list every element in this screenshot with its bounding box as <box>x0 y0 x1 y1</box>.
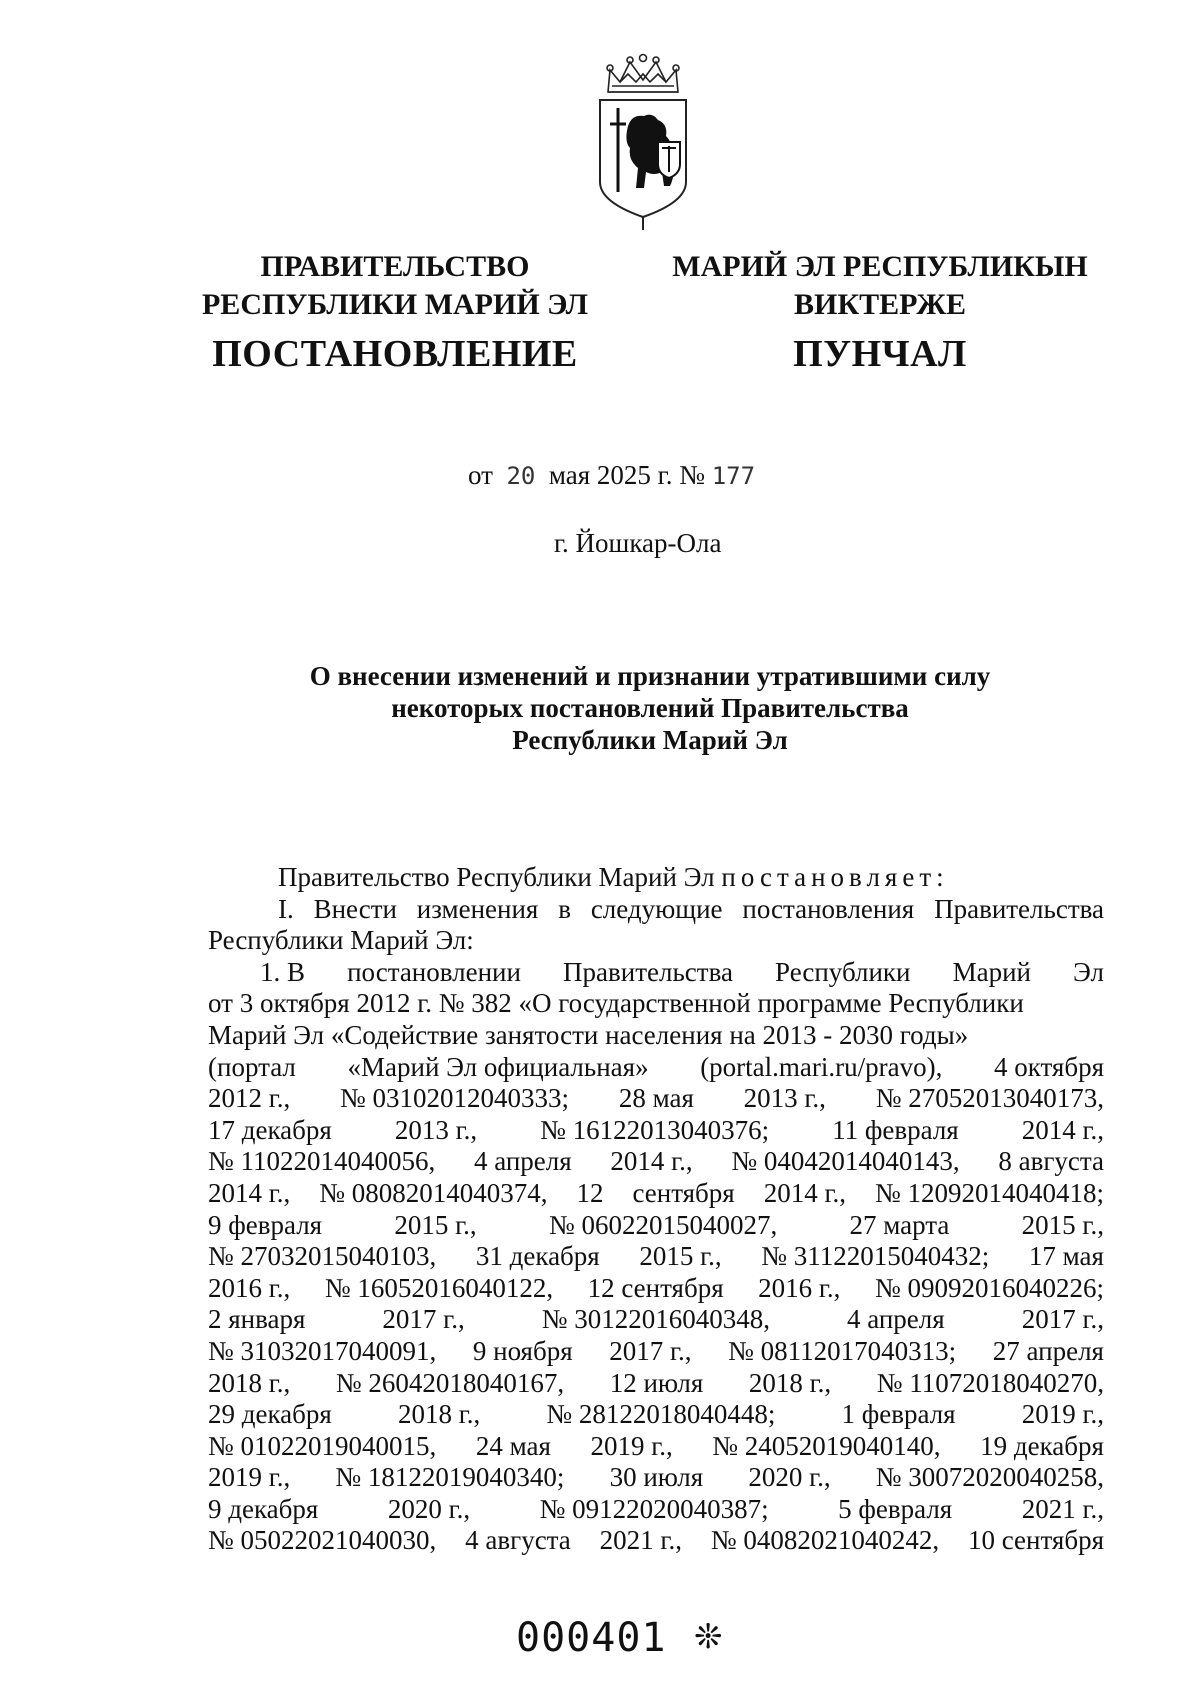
item-1-word: от 3 октября 2012 г. № 382 «О государственной программе Республики <box>208 988 1024 1019</box>
item-1-word: 2021 г., <box>599 1525 682 1556</box>
item-1-word: № 31122015040432; <box>761 1241 990 1272</box>
title-line1: О внесении изменений и признании утратившими силу <box>309 661 991 691</box>
item-1-word: № 08082014040374, <box>319 1177 548 1208</box>
item-1-line <box>208 1273 1104 1305</box>
item-1-word: 30 июля <box>609 1462 704 1493</box>
item-1-line <box>208 1210 1104 1242</box>
item-1-line <box>208 1052 1104 1084</box>
item-1-word: Республики <box>775 956 911 987</box>
item-1-word: 9 февраля <box>208 1209 323 1240</box>
item-1-word: 2021 г., <box>1021 1493 1104 1524</box>
item-1-word: 10 сентября <box>967 1525 1104 1556</box>
item-1-paragraph <box>208 957 1104 1557</box>
item-1-word: 2018 г., <box>208 1367 291 1398</box>
item-1-word: 29 декабря <box>208 1399 332 1430</box>
item-1-word: Эл <box>1073 956 1104 987</box>
item-1-word: 2018 г., <box>748 1367 832 1398</box>
document-date-line <box>468 460 755 491</box>
resolves-word: постановляет: <box>721 862 949 892</box>
government-name-mari <box>660 248 1100 324</box>
item-1-word: «Марий Эл официальная» <box>347 1051 649 1082</box>
section-1-paragraph: I. Внести изменения в следующие постановления Правительства Республики Марий Эл: <box>208 893 1104 956</box>
item-1-line <box>208 1083 1104 1115</box>
item-1-word: № 26042018040167, <box>335 1367 565 1398</box>
item-1-word: 17 мая <box>1028 1241 1104 1272</box>
gov-name-line1: ПРАВИТЕЛЬСТВО <box>260 250 530 283</box>
item-1-word: 2020 г., <box>387 1493 471 1524</box>
gov-name-mari-line2: ВИКТЕРЖЕ <box>793 288 967 321</box>
item-1-line <box>208 1431 1104 1463</box>
item-1-line <box>208 1115 1104 1147</box>
item-1-word: 19 декабря <box>980 1430 1104 1461</box>
item-1-word: 24 мая <box>475 1430 551 1461</box>
item-1-word: 17 декабря <box>208 1114 332 1145</box>
item-1-word: Правительства <box>563 956 733 987</box>
item-1-word: № 16052016040122, <box>324 1272 554 1303</box>
item-1-word: (portal.mari.ru/pravo), <box>700 1051 943 1082</box>
item-1-line <box>208 1399 1104 1431</box>
intro-text: Правительство Республики Марий Эл <box>278 862 715 892</box>
item-1-word: 2020 г., <box>748 1462 831 1493</box>
form-serial-number: 000401 <box>516 1615 667 1661</box>
item-1-word: 4 апреля <box>846 1304 945 1335</box>
item-1-word: 27 апреля <box>992 1335 1104 1366</box>
item-1-word: 2019 г., <box>1021 1399 1104 1430</box>
item-1-word: (портал <box>208 1051 296 1082</box>
item-1-word: 2017 г., <box>609 1335 692 1366</box>
item-1-word: 27 марта <box>849 1209 950 1240</box>
item-1-word: 2017 г., <box>1021 1304 1104 1335</box>
title-line2: некоторых постановлений Правительства <box>391 693 909 723</box>
item-1-line <box>208 1368 1104 1400</box>
item-1-word: 5 февраля <box>838 1493 953 1524</box>
item-1-word: 2015 г., <box>639 1241 722 1272</box>
item-1-word: 2018 г., <box>397 1399 481 1430</box>
item-1-line <box>208 1178 1104 1210</box>
date-month-year: мая 2025 г. № <box>548 460 705 490</box>
doc-type-ru: ПОСТАНОВЛЕНИЕ <box>212 333 578 375</box>
item-1-word: 8 августа <box>998 1146 1104 1177</box>
item-1-word: № 04042014040143, <box>731 1146 960 1177</box>
item-1-word: № 08112017040313; <box>728 1335 957 1366</box>
item-1-word: 12 сентября <box>587 1272 724 1303</box>
item-1-word: 11 февраля <box>832 1114 959 1145</box>
item-1-line <box>208 957 1104 989</box>
document-number: 177 <box>711 462 756 490</box>
item-1-word: № 03102012040333; <box>340 1083 570 1114</box>
item-1-word: № 11072018040270, <box>876 1367 1104 1398</box>
item-1-word: Марий Эл «Содействие занятости населения на 2013 - 2030 годы» <box>208 1019 969 1050</box>
item-1-line <box>208 988 1104 1020</box>
item-1-word: 2015 г., <box>394 1209 477 1240</box>
item-1-word: 2017 г., <box>382 1304 465 1335</box>
item-1-word: № 06022015040027, <box>548 1209 778 1240</box>
item-1-word: № 09122020040387; <box>539 1493 769 1524</box>
item-1-line <box>208 1146 1104 1178</box>
item-1-word: 4 апреля <box>473 1146 572 1177</box>
item-1-word: 2014 г., <box>610 1146 693 1177</box>
item-1-word: № 05022021040030, <box>208 1525 437 1556</box>
item-1-word: 2012 г., <box>208 1083 291 1114</box>
date-day: 20 <box>506 462 536 490</box>
item-1-line <box>208 1494 1104 1526</box>
item-1-word: № 09092016040226; <box>874 1272 1104 1303</box>
item-1-word: № 31032017040091, <box>208 1335 437 1366</box>
title-line3: Республики Марий Эл <box>512 725 788 755</box>
item-1-word: 1. В <box>260 956 306 987</box>
item-1-word: 9 декабря <box>208 1493 319 1524</box>
item-1-word: 28 мая <box>618 1083 694 1114</box>
item-1-word: 9 ноября <box>472 1335 573 1366</box>
item-1-word: 2015 г., <box>1021 1209 1104 1240</box>
item-1-word: 4 октября <box>993 1051 1104 1082</box>
security-mark-icon: ❊ <box>694 1617 723 1657</box>
item-1-line <box>208 1336 1104 1368</box>
item-1-word: № 27052013040173, <box>875 1083 1104 1114</box>
item-1-word: № 27032015040103, <box>208 1241 437 1272</box>
item-1-word: № 28122018040448; <box>546 1399 776 1430</box>
item-1-word: 12 <box>576 1177 604 1208</box>
item-1-line <box>208 1462 1104 1494</box>
coat-of-arms-emblem <box>588 52 698 232</box>
item-1-word: 2016 г., <box>208 1272 291 1303</box>
item-1-word: постановлении <box>347 956 521 987</box>
item-1-word: 2014 г., <box>208 1177 291 1208</box>
item-1-word: 2019 г., <box>208 1462 291 1493</box>
item-1-word: № 12092014040418; <box>874 1177 1104 1208</box>
doc-type-mari: ПУНЧАЛ <box>793 333 967 375</box>
government-name-ru <box>190 248 600 324</box>
item-1-word: сентября <box>632 1177 735 1208</box>
gov-name-mari-line1: МАРИЙ ЭЛ РЕСПУБЛИКЫН <box>672 250 1088 283</box>
city-name: г. Йошкар-Ола <box>554 528 722 558</box>
item-1-word: № 30122016040348, <box>541 1304 770 1335</box>
item-1-word: № 30072020040258, <box>875 1462 1104 1493</box>
item-1-word: Марий <box>952 956 1031 987</box>
gov-name-line2: РЕСПУБЛИКИ МАРИЙ ЭЛ <box>201 288 588 321</box>
item-1-word: № 01022019040015, <box>208 1430 437 1461</box>
item-1-word: 2 января <box>208 1304 306 1335</box>
date-prefix: от <box>468 460 493 490</box>
document-body <box>208 862 1104 1557</box>
item-1-line <box>208 1525 1104 1557</box>
item-1-word: № 04082021040242, <box>710 1525 940 1556</box>
item-1-word: 12 июля <box>609 1367 704 1398</box>
document-title <box>250 660 1050 756</box>
intro-paragraph <box>208 862 1104 894</box>
item-1-line <box>208 1241 1104 1273</box>
item-1-line <box>208 1020 1104 1052</box>
item-1-word: 31 декабря <box>475 1241 600 1272</box>
item-1-word: № 11022014040056, <box>208 1146 436 1177</box>
item-1-word: 2016 г., <box>758 1272 841 1303</box>
item-1-word: 2013 г., <box>394 1114 478 1145</box>
item-1-word: 2014 г., <box>1021 1114 1104 1145</box>
item-1-word: 2013 г., <box>743 1083 826 1114</box>
item-1-word: № 18122019040340; <box>335 1462 565 1493</box>
item-1-line <box>208 1304 1104 1336</box>
item-1-word: 2014 г., <box>763 1177 846 1208</box>
item-1-word: № 24052019040140, <box>712 1430 941 1461</box>
item-1-word: № 16122013040376; <box>540 1114 770 1145</box>
item-1-word: 1 февраля <box>841 1399 956 1430</box>
item-1-word: 4 августа <box>465 1525 571 1556</box>
item-1-word: 2019 г., <box>590 1430 673 1461</box>
